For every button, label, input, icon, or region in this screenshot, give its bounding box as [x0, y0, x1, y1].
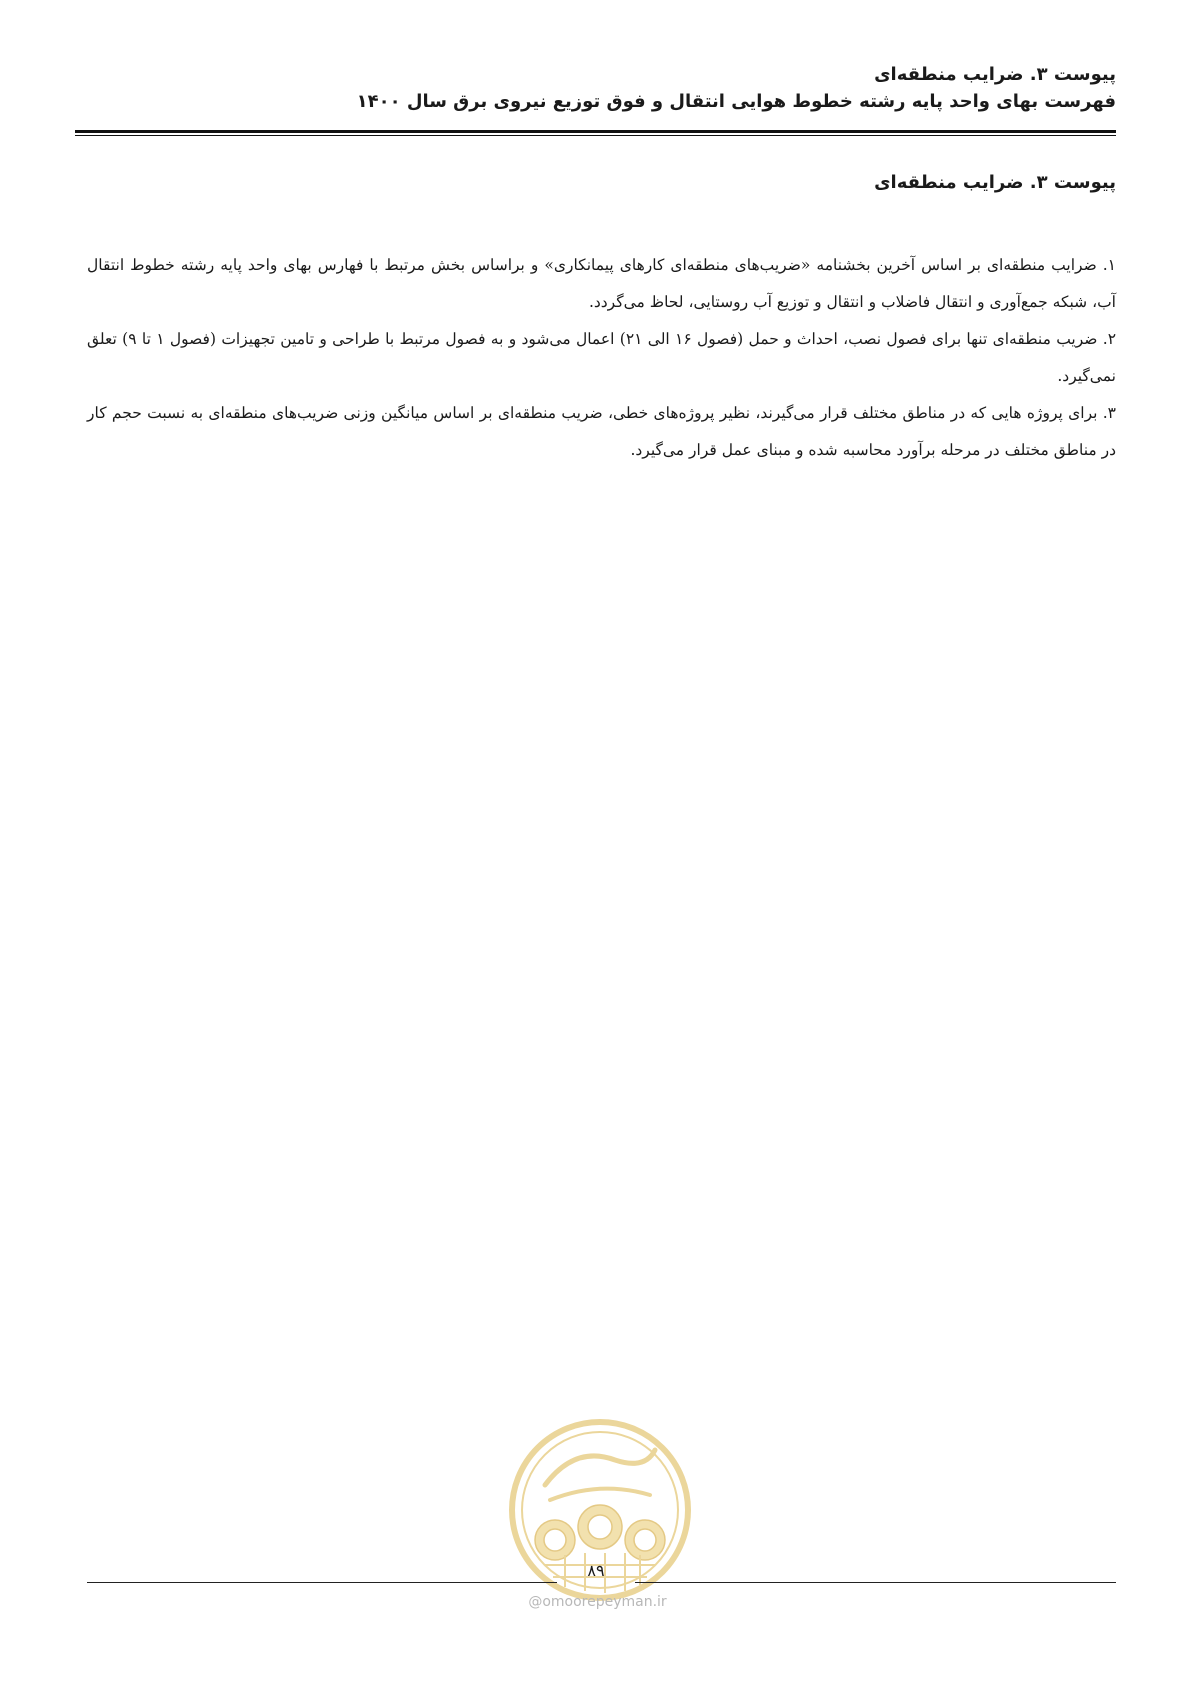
- header-document-title: فهرست بهای واحد پایه رشته خطوط هوایی انتقال و فوق توزیع نیروی برق سال ۱۴۰۰: [356, 91, 1116, 112]
- footer-divider-right: [635, 1582, 1116, 1583]
- website-watermark: @omoorepeyman.ir: [528, 1594, 667, 1610]
- body-text: [87, 247, 1116, 469]
- footer-divider-left: [87, 1582, 557, 1583]
- header-divider-thick: [75, 130, 1116, 133]
- paragraph-3: ۳. برای پروژه هایی که در مناطق مختلف قرار می‌گیرند، نظیر پروژه‌های خطی، ضریب منطقه‌ای بر اساس میانگین وزنی ضریب‌های منطقه‌ای به نسبت حجم کار در مناطق مختلف در مرحله برآورد محاسبه شده و مبنای عمل قرار می‌گیرد.: [87, 404, 1116, 459]
- header-appendix-title: پیوست ۳. ضرایب منطقه‌ای: [874, 64, 1116, 85]
- section-title: پیوست ۳. ضرایب منطقه‌ای: [874, 172, 1116, 193]
- page-number: ۸۹: [587, 1561, 605, 1580]
- header-divider-thin: [75, 135, 1116, 136]
- paragraph-2: ۲. ضریب منطقه‌ای تنها برای فصول نصب، احداث و حمل (فصول ۱۶ الی ۲۱) اعمال می‌شود و به فصول مرتبط با طراحی و تامین تجهیزات (فصول ۱ تا ۹) تعلق نمی‌گیرد.: [87, 330, 1117, 385]
- paragraph-1: ۱. ضرایب منطقه‌ای بر اساس آخرین بخشنامه «ضریب‌های منطقه‌ای کارهای پیمانکاری» و براساس بخش مرتبط با فهارس بهای واحد پایه رشته خطوط انتقال آب، شبکه جمع‌آوری و انتقال فاضلاب و انتقال و توزیع آب روستایی، لحاظ می‌گردد.: [87, 256, 1116, 311]
- page-header: [75, 62, 1116, 116]
